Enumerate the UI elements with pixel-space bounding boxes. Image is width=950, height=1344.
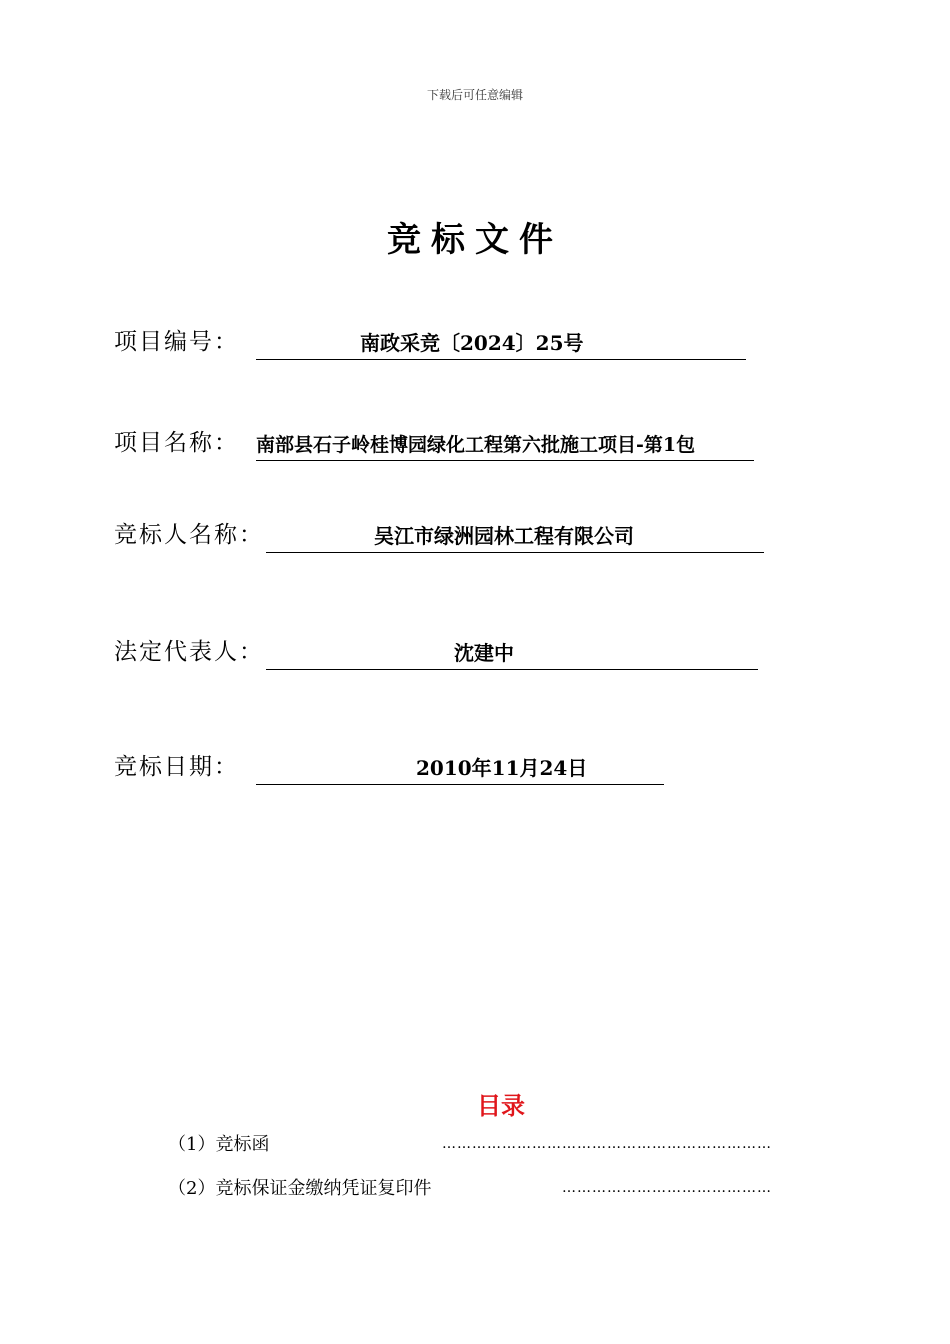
- toc-item[interactable]: [168, 1174, 772, 1200]
- field-label: 竞标人名称：: [114, 522, 264, 548]
- underline: [266, 552, 764, 553]
- field-label: 项目名称：: [114, 430, 239, 456]
- field-bidder-name: [114, 513, 774, 553]
- toc-leader: …………………………………………………………: [442, 1136, 772, 1152]
- field-value: 2010年11月24日: [416, 756, 588, 780]
- underline: [256, 460, 754, 461]
- header-note: 下载后可任意编辑: [426, 88, 523, 102]
- field-project-number: [114, 320, 754, 360]
- field-value: 吴江市绿洲园林工程有限公司: [374, 524, 634, 548]
- field-bid-date: [114, 745, 674, 785]
- toc-item[interactable]: [168, 1130, 772, 1156]
- field-label: 项目编号：: [114, 329, 239, 355]
- toc-leader: ……………………………………: [562, 1180, 772, 1196]
- toc-item-label: （2）竞标保证金缴纳凭证复印件: [168, 1178, 432, 1199]
- toc-title: 目录: [477, 1092, 525, 1120]
- underline: [256, 784, 664, 785]
- field-legal-representative: [114, 630, 774, 670]
- document-title: 竞标文件: [387, 220, 563, 260]
- field-value: 南政采竞〔2024〕25号: [360, 331, 584, 355]
- field-label: 竞标日期：: [114, 754, 239, 780]
- field-value: 沈建中: [454, 641, 514, 665]
- field-project-name: [114, 421, 764, 461]
- field-value: 南部县石子岭桂博园绿化工程第六批施工项目-第1包: [256, 434, 696, 456]
- toc-item-label: （1）竞标函: [168, 1134, 270, 1155]
- underline: [256, 359, 746, 360]
- field-label: 法定代表人：: [114, 639, 264, 665]
- underline: [266, 669, 758, 670]
